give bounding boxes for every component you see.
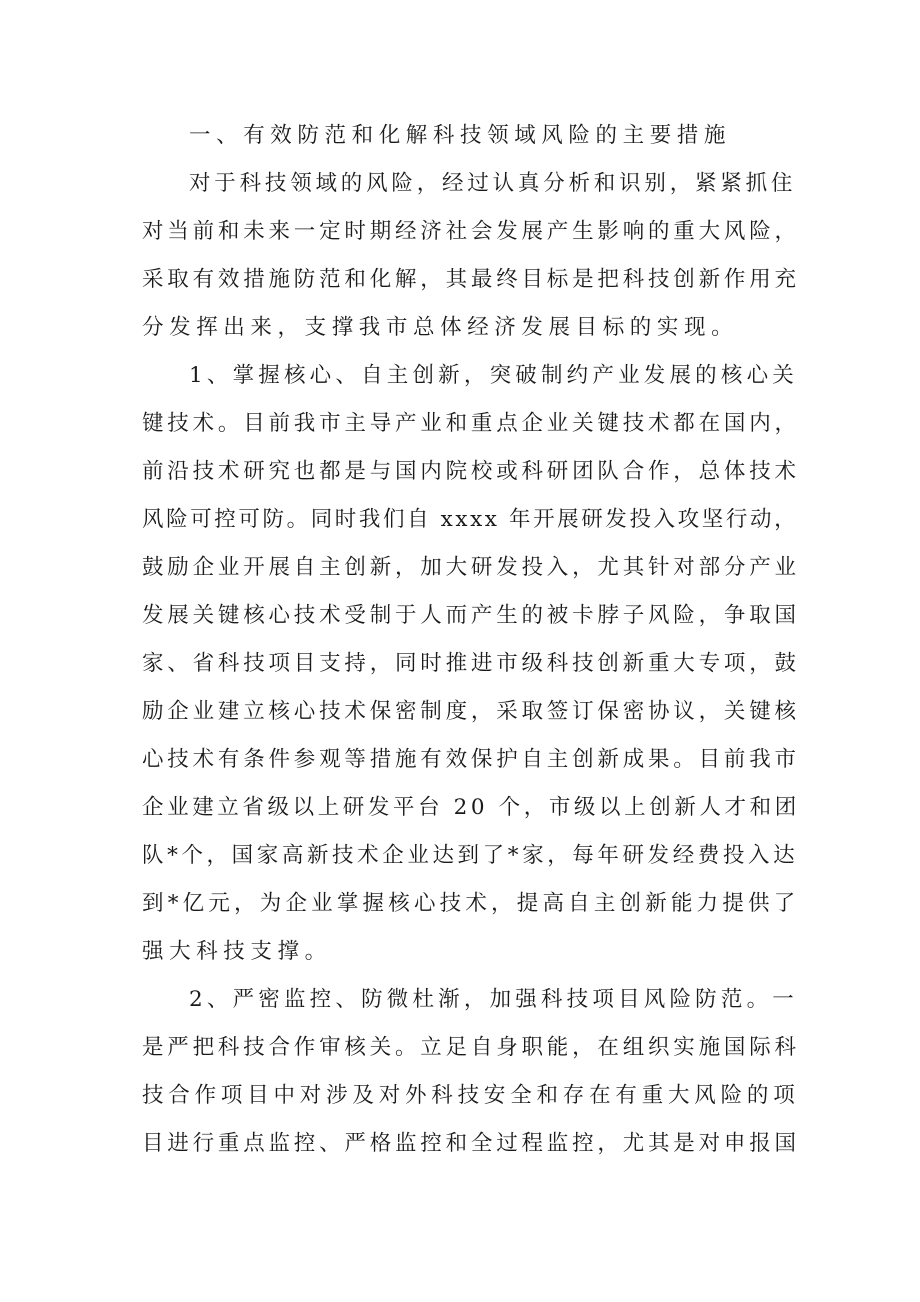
- paragraph-line: 到*亿元，为企业掌握核心技术，提高自主创新能力提供了: [142, 891, 800, 916]
- paragraph-line: 技合作项目中对涉及对外科技安全和存在有重大风险的项: [142, 1083, 800, 1108]
- paragraph-line: 风险可控可防。同时我们自 xxxx 年开展研发投入攻坚行动，: [142, 507, 799, 532]
- paragraph-line: 键技术。目前我市主导产业和重点企业关键技术都在国内，: [142, 411, 800, 436]
- paragraph-line: 1、掌握核心、自主创新，突破制约产业发展的核心关: [189, 363, 798, 388]
- paragraph-line: 家、省科技项目支持，同时推进市级科技创新重大专项，鼓: [142, 651, 800, 676]
- paragraph-line: 目进行重点监控、严格监控和全过程监控，尤其是对申报国: [142, 1131, 800, 1156]
- paragraph-line: 队*个，国家高新技术企业达到了*家，每年研发经费投入达: [142, 843, 799, 868]
- paragraph-line: 采取有效措施防范和化解，其最终目标是把科技创新作用充: [142, 267, 800, 292]
- section-heading: 一、有效防范和化解科技领域风险的主要措施: [189, 123, 732, 148]
- paragraph-line: 发展关键核心技术受制于人而产生的被卡脖子风险，争取国: [142, 603, 800, 628]
- paragraph-line: 心技术有条件参观等措施有效保护自主创新成果。目前我市: [142, 747, 800, 772]
- paragraph-line: 是严把科技合作审核关。立足自身职能，在组织实施国际科: [142, 1035, 800, 1060]
- paragraph-line: 分发挥出来，支撑我市总体经济发展目标的实现。: [142, 315, 739, 340]
- paragraph-line: 励企业建立核心技术保密制度，采取签订保密协议，关键核: [142, 699, 800, 724]
- paragraph-line: 强大科技支撑。: [142, 939, 332, 964]
- paragraph-line: 企业建立省级以上研发平台 20 个，市级以上创新人才和团: [142, 795, 800, 820]
- paragraph-line: 前沿技术研究也都是与国内院校或科研团队合作，总体技术: [142, 459, 800, 484]
- paragraph-line: 对于科技领域的风险，经过认真分析和识别，紧紧抓住: [189, 171, 797, 196]
- paragraph-line: 2、严密监控、防微杜渐，加强科技项目风险防范。一: [189, 987, 798, 1012]
- paragraph-line: 对当前和未来一定时期经济社会发展产生影响的重大风险，: [142, 219, 800, 244]
- paragraph-line: 鼓励企业开展自主创新，加大研发投入，尤其针对部分产业: [142, 555, 800, 580]
